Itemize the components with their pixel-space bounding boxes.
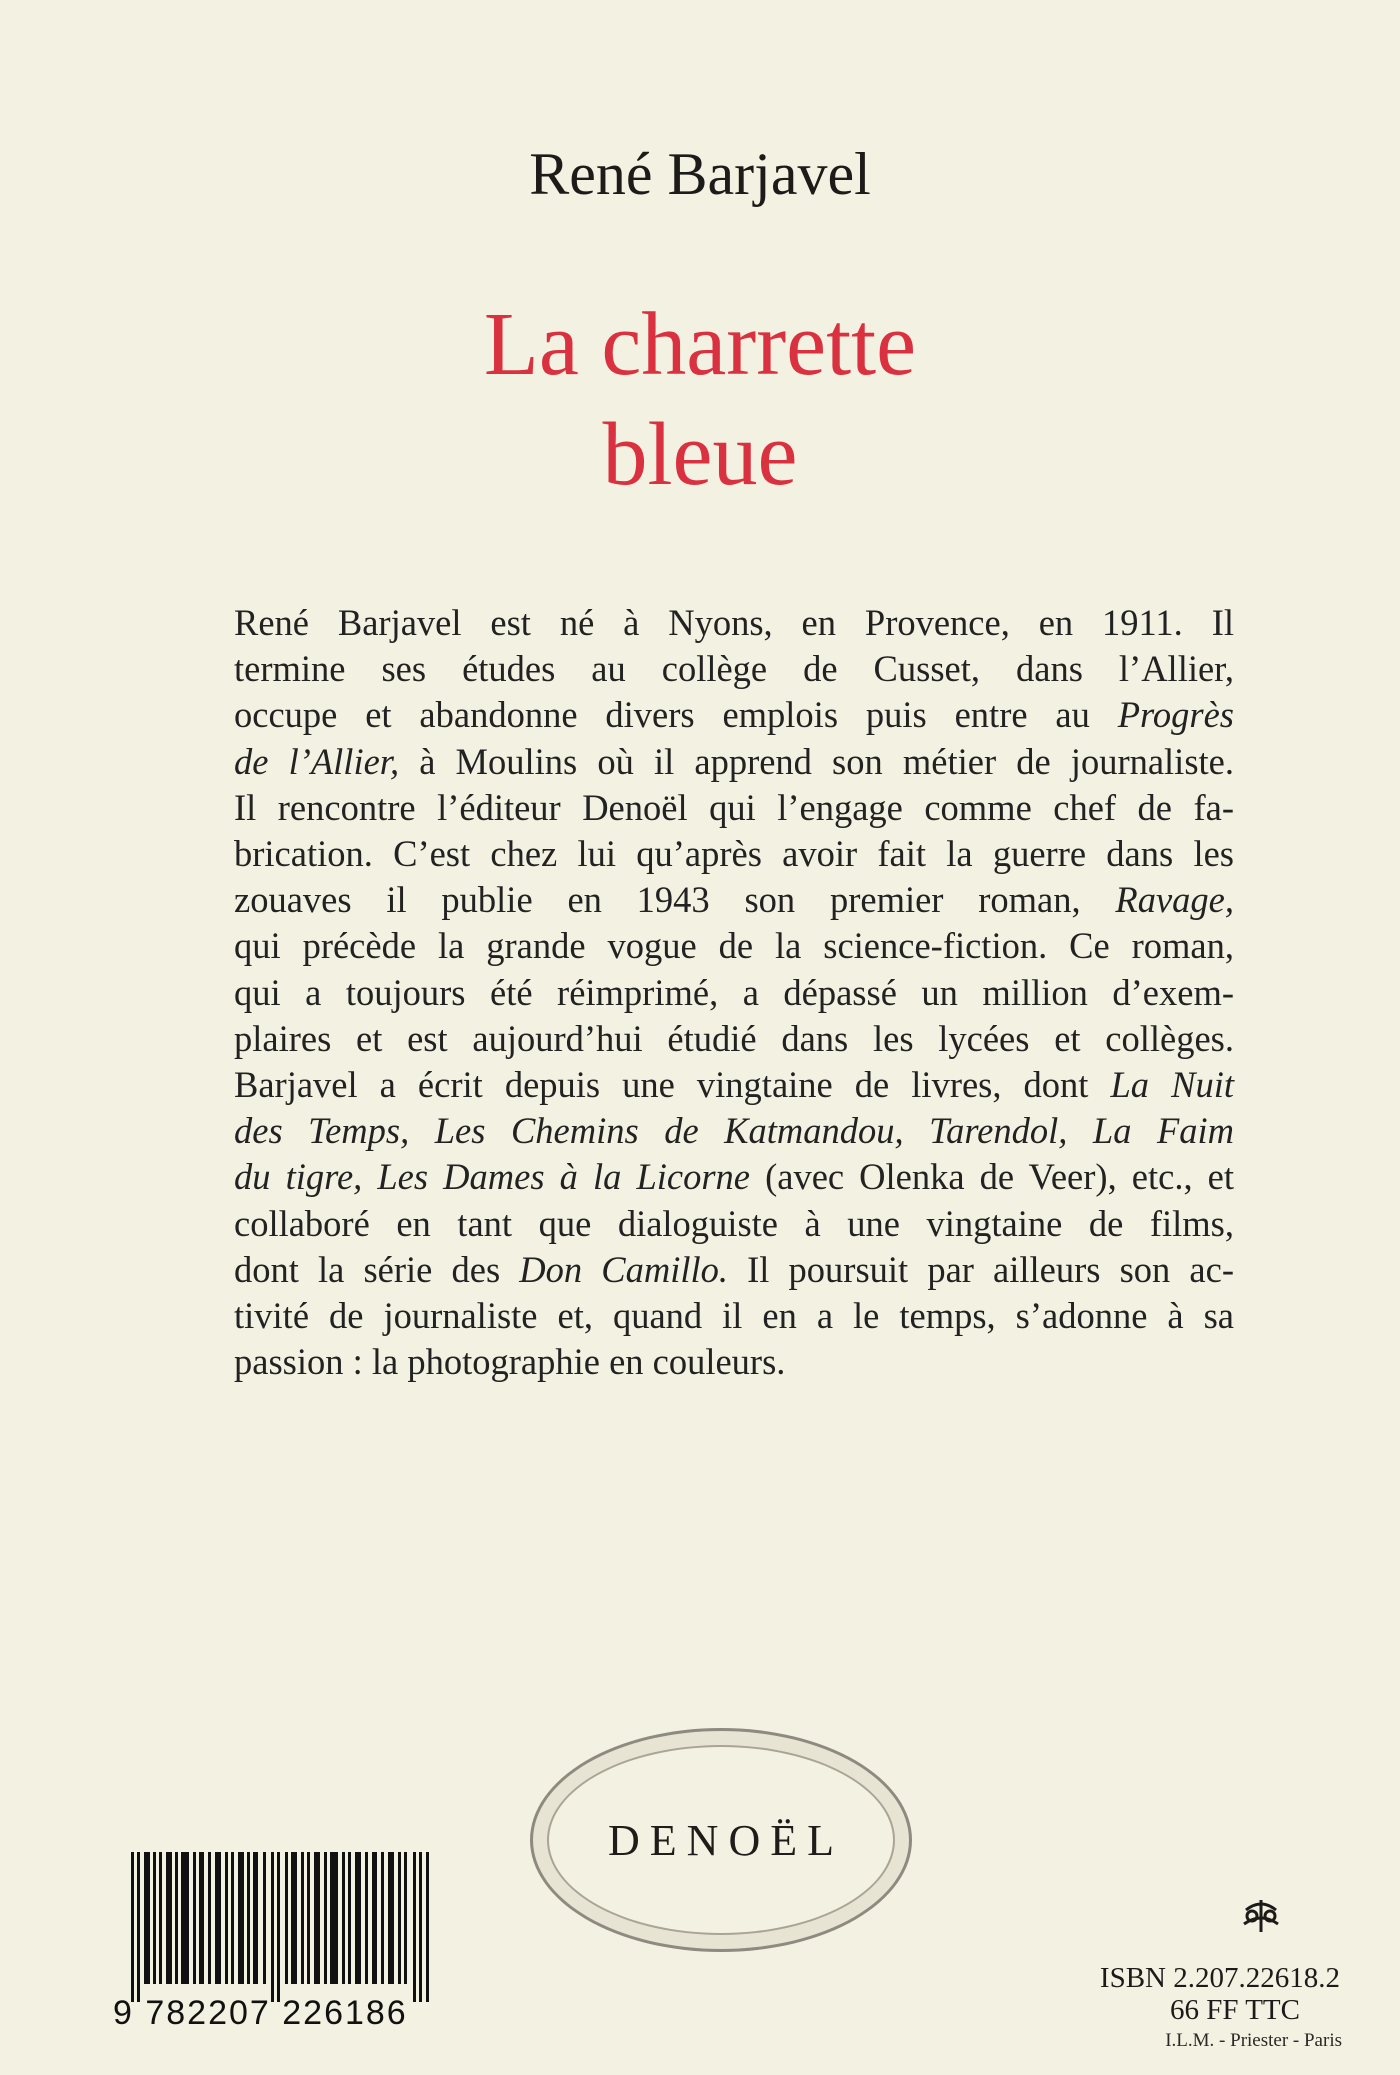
bio-line — [234, 1247, 1234, 1293]
bio-italic-title: des Temps, Les Chemins de Katmandou, Tarendol, La Faim — [234, 1110, 1234, 1152]
bio-text: dont la série des — [234, 1248, 520, 1290]
isbn-number: ISBN 2.207.22618.2 — [1099, 1962, 1340, 1994]
bio-line: passion : la photographie en couleurs. — [234, 1341, 786, 1383]
bio-line: qui a toujours été réimprimé, a dépassé un million d’exem- — [234, 971, 1234, 1013]
book-title-line-2: bleue — [602, 405, 798, 504]
book-title-line-1: La charrette — [483, 295, 917, 394]
bio-line: René Barjavel est né à Nyons, en Provence, en 1911. Il — [234, 602, 1234, 643]
bio-text: Il poursuit par ailleurs son ac- — [728, 1248, 1234, 1290]
bio-line — [234, 1108, 1234, 1154]
bio-line — [234, 692, 1234, 738]
bio-text: Barjavel a écrit depuis une vingtaine de livres, dont — [234, 1064, 1111, 1106]
isbn-block — [1000, 1962, 1340, 2026]
author-biography — [234, 600, 1234, 1385]
bio-text: occupe et abandonne divers emplois puis entre au — [234, 694, 1118, 736]
bio-line — [234, 1062, 1234, 1108]
bio-line — [234, 877, 1234, 923]
publisher-name: DENOËL — [608, 1815, 844, 1865]
bio-line: qui précède la grande vogue de la science-fiction. Ce roman, — [234, 925, 1234, 967]
bio-line — [234, 739, 1234, 785]
bio-line: tivité de journaliste et, quand il en a le temps, s’adonne à sa — [234, 1295, 1234, 1337]
bio-line: plaires et est aujourd’hui étudié dans les lycées et collèges. — [234, 1017, 1234, 1059]
bio-line — [234, 1154, 1234, 1200]
bio-line: collaboré en tant que dialoguiste à une vingtaine de films, — [234, 1202, 1234, 1244]
barcode-bars-icon — [131, 1852, 431, 2002]
barcode-number: 9 782207 226186 — [113, 1994, 408, 2032]
bio-italic-title: Progrès — [1117, 694, 1234, 736]
bio-line: termine ses études au collège de Cusset, dans l’Allier, — [234, 648, 1234, 690]
bio-italic-title: La Nuit — [1110, 1064, 1234, 1106]
author-name: René Barjavel — [529, 141, 871, 207]
bio-italic-title: Ravage, — [1115, 879, 1234, 921]
barcode — [113, 1852, 431, 2044]
bio-text: zouaves il publie en 1943 son premier roman, — [234, 879, 1116, 921]
bio-italic-title: du tigre, Les Dames à la Licorne — [234, 1156, 750, 1198]
book-title — [0, 290, 1400, 510]
price: 66 FF TTC — [1169, 1994, 1300, 2026]
bio-italic-title: Don Camillo. — [519, 1248, 729, 1290]
bio-line: Il rencontre l’éditeur Denoël qui l’engage comme chef de fa- — [234, 786, 1234, 828]
bio-text: à Moulins où il apprend son métier de journaliste. — [399, 740, 1234, 782]
publisher-logo-icon — [1238, 1896, 1284, 1936]
bio-italic-title: de l’Allier, — [234, 740, 400, 782]
bio-line: brication. C’est chez lui qu’après avoir fait la guerre dans les — [234, 833, 1234, 875]
printer-credit: I.L.M. - Priester - Paris — [1165, 2030, 1342, 2051]
bio-text: (avec Olenka de Veer), etc., et — [750, 1156, 1234, 1198]
publisher-seal — [530, 1728, 912, 1952]
